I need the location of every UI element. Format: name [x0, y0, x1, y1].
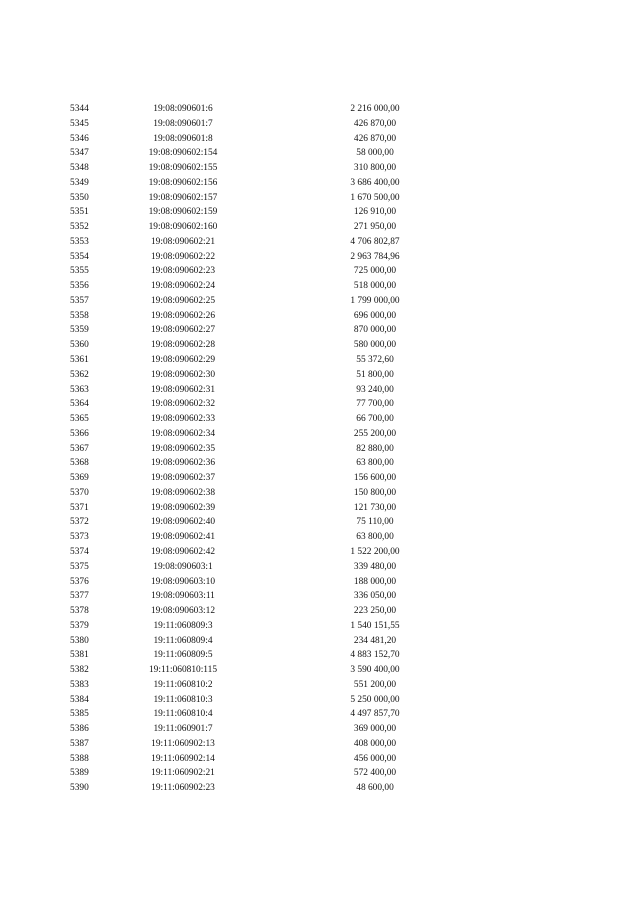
table-row [0, 412, 640, 427]
amount-value: 121 730,00 [353, 502, 397, 513]
row-number: 5360 [70, 340, 89, 351]
table-row [0, 397, 640, 412]
table-row [0, 176, 640, 191]
table-row [0, 264, 640, 279]
table-row [0, 545, 640, 560]
cadastral-number: 19:08:090601:6 [153, 104, 213, 114]
amount-value: 58 000,00 [356, 148, 394, 159]
table-row [0, 619, 640, 634]
amount-value: 48 600,00 [356, 783, 394, 794]
cadastral-number: 19:11:060902:23 [151, 783, 215, 794]
row-number: 5350 [70, 192, 89, 203]
amount-value: 339 480,00 [353, 561, 397, 572]
cadastral-number: 19:11:060810:115 [148, 665, 218, 676]
cadastral-number: 19:08:090602:159 [148, 207, 218, 218]
row-number: 5367 [70, 443, 89, 454]
amount-value: 51 800,00 [356, 369, 394, 380]
document-table [0, 102, 640, 796]
table-row [0, 663, 640, 678]
table-row [0, 752, 640, 767]
amount-value: 696 000,00 [353, 310, 397, 321]
row-number: 5388 [70, 753, 89, 764]
table-row [0, 707, 640, 722]
table-row [0, 235, 640, 250]
amount-value: 336 050,00 [353, 591, 397, 602]
table-row [0, 117, 640, 132]
amount-value: 426 870,00 [353, 133, 397, 144]
row-number: 5389 [70, 768, 89, 779]
table-row [0, 737, 640, 752]
amount-value: 63 800,00 [356, 532, 394, 543]
amount-value: 1 670 500,00 [350, 192, 400, 203]
amount-value: 1 799 000,00 [350, 295, 400, 306]
cadastral-number: 19:11:060810:2 [153, 679, 213, 690]
row-number: 5366 [70, 428, 89, 439]
table-row [0, 560, 640, 575]
row-number: 5352 [70, 222, 89, 233]
row-number: 5380 [70, 635, 89, 646]
amount-value: 408 000,00 [353, 738, 397, 749]
row-number: 5353 [70, 236, 89, 247]
amount-value: 2 963 784,96 [350, 251, 400, 262]
row-number: 5382 [70, 665, 89, 676]
amount-value: 156 600,00 [353, 473, 397, 484]
cadastral-number: 19:08:090602:33 [150, 414, 216, 425]
amount-value: 369 000,00 [353, 724, 397, 735]
cadastral-number: 19:08:090602:157 [148, 192, 218, 203]
table-row [0, 634, 640, 649]
amount-value: 551 200,00 [353, 679, 397, 690]
table-row [0, 530, 640, 545]
table-row [0, 368, 640, 383]
cadastral-number: 19:08:090602:22 [150, 251, 216, 262]
table-row [0, 220, 640, 235]
amount-value: 870 000,00 [353, 325, 397, 336]
row-number: 5375 [70, 561, 89, 572]
cadastral-number: 19:08:090602:28 [150, 340, 216, 351]
table-row [0, 486, 640, 501]
cadastral-number: 19:08:090602:31 [150, 384, 216, 395]
amount-value: 3 686 400,00 [350, 177, 400, 188]
amount-value: 5 250 000,00 [350, 694, 400, 705]
amount-value: 66 700,00 [356, 414, 394, 425]
table-row [0, 604, 640, 619]
cadastral-number: 19:08:090602:42 [150, 546, 216, 557]
table-row [0, 279, 640, 294]
table-row [0, 575, 640, 590]
table-row [0, 515, 640, 530]
row-number: 5349 [70, 177, 89, 188]
row-number: 5374 [70, 546, 89, 557]
cadastral-number: 19:08:090602:38 [150, 487, 216, 498]
row-number: 5345 [70, 118, 89, 129]
row-number: 5372 [70, 517, 89, 528]
amount-value: 310 800,00 [353, 163, 397, 174]
table-row [0, 146, 640, 161]
cadastral-number: 19:08:090603:11 [151, 591, 215, 602]
row-number: 5356 [70, 281, 89, 292]
cadastral-number: 19:11:060810:4 [153, 709, 213, 720]
cadastral-number: 19:08:090602:37 [150, 473, 216, 484]
amount-value: 126 910,00 [353, 207, 397, 218]
table-row [0, 693, 640, 708]
cadastral-number: 19:08:090602:35 [150, 443, 216, 454]
cadastral-number: 19:11:060810:3 [153, 694, 213, 705]
cadastral-number: 19:08:090602:36 [150, 458, 216, 469]
cadastral-number: 19:08:090602:34 [150, 428, 216, 439]
table-row [0, 781, 640, 796]
amount-value: 63 800,00 [356, 458, 394, 469]
row-number: 5354 [70, 251, 89, 262]
table-row [0, 132, 640, 147]
row-number: 5346 [70, 133, 89, 144]
cadastral-number: 19:08:090603:12 [150, 606, 216, 617]
cadastral-number: 19:08:090602:154 [148, 148, 218, 159]
cadastral-number: 19:08:090602:26 [150, 310, 216, 321]
row-number: 5344 [70, 104, 89, 114]
amount-value: 1 522 200,00 [350, 546, 400, 557]
row-number: 5371 [70, 502, 89, 513]
row-number: 5387 [70, 738, 89, 749]
row-number: 5357 [70, 295, 89, 306]
row-number: 5359 [70, 325, 89, 336]
table-row [0, 309, 640, 324]
table-row [0, 250, 640, 265]
cadastral-number: 19:11:060902:21 [151, 768, 215, 779]
table-row [0, 383, 640, 398]
cadastral-number: 19:08:090602:29 [150, 355, 216, 366]
row-number: 5381 [70, 650, 89, 661]
amount-value: 77 700,00 [356, 399, 394, 410]
amount-value: 255 200,00 [353, 428, 397, 439]
cadastral-number: 19:11:060809:3 [153, 620, 213, 631]
table-row [0, 427, 640, 442]
cadastral-number: 19:08:090602:160 [148, 222, 218, 233]
row-number: 5364 [70, 399, 89, 410]
cadastral-number: 19:08:090603:1 [153, 561, 213, 572]
table-row [0, 161, 640, 176]
row-number: 5377 [70, 591, 89, 602]
table-row [0, 722, 640, 737]
amount-value: 55 372,60 [356, 355, 394, 366]
table-row [0, 294, 640, 309]
row-number: 5351 [70, 207, 89, 218]
row-number: 5370 [70, 487, 89, 498]
amount-value: 82 880,00 [356, 443, 394, 454]
cadastral-number: 19:08:090603:10 [150, 576, 216, 587]
table-row [0, 102, 640, 117]
amount-value: 426 870,00 [353, 118, 397, 129]
row-number: 5363 [70, 384, 89, 395]
row-number: 5362 [70, 369, 89, 380]
amount-value: 188 000,00 [353, 576, 397, 587]
table-row [0, 456, 640, 471]
table-row [0, 338, 640, 353]
table-row [0, 678, 640, 693]
cadastral-number: 19:11:060901:7 [153, 724, 213, 735]
row-number: 5355 [70, 266, 89, 277]
cadastral-number: 19:11:060809:4 [153, 635, 213, 646]
amount-value: 3 590 400,00 [350, 665, 400, 676]
row-number: 5385 [70, 709, 89, 720]
amount-value: 725 000,00 [353, 266, 397, 277]
amount-value: 150 800,00 [353, 487, 397, 498]
cadastral-number: 19:08:090602:41 [150, 532, 216, 543]
amount-value: 234 481,20 [353, 635, 397, 646]
table-row [0, 442, 640, 457]
amount-value: 223 250,00 [353, 606, 397, 617]
amount-value: 456 000,00 [353, 753, 397, 764]
table-row [0, 191, 640, 206]
amount-value: 2 216 000,00 [350, 104, 400, 114]
amount-value: 4 883 152,70 [350, 650, 400, 661]
amount-value: 4 706 802,87 [350, 236, 400, 247]
amount-value: 572 400,00 [353, 768, 397, 779]
amount-value: 93 240,00 [356, 384, 394, 395]
row-number: 5378 [70, 606, 89, 617]
table-row [0, 353, 640, 368]
row-number: 5373 [70, 532, 89, 543]
row-number: 5365 [70, 414, 89, 425]
amount-value: 271 950,00 [353, 222, 397, 233]
row-number: 5379 [70, 620, 89, 631]
table-row [0, 766, 640, 781]
cadastral-number: 19:08:090602:156 [148, 177, 218, 188]
cadastral-number: 19:08:090602:40 [150, 517, 216, 528]
table-row [0, 323, 640, 338]
cadastral-number: 19:08:090602:39 [150, 502, 216, 513]
cadastral-number: 19:08:090602:24 [150, 281, 216, 292]
cadastral-number: 19:08:090601:8 [153, 133, 213, 144]
cadastral-number: 19:08:090602:23 [150, 266, 216, 277]
amount-value: 580 000,00 [353, 340, 397, 351]
table-row [0, 589, 640, 604]
table-row [0, 501, 640, 516]
cadastral-number: 19:08:090602:25 [150, 295, 216, 306]
cadastral-number: 19:08:090601:7 [153, 118, 213, 129]
cadastral-number: 19:08:090602:155 [148, 163, 218, 174]
row-number: 5383 [70, 679, 89, 690]
cadastral-number: 19:08:090602:21 [150, 236, 216, 247]
row-number: 5361 [70, 355, 89, 366]
table-row [0, 471, 640, 486]
row-number: 5369 [70, 473, 89, 484]
cadastral-number: 19:08:090602:30 [150, 369, 216, 380]
cadastral-number: 19:11:060902:14 [151, 753, 215, 764]
row-number: 5348 [70, 163, 89, 174]
amount-value: 4 497 857,70 [350, 709, 400, 720]
row-number: 5358 [70, 310, 89, 321]
cadastral-number: 19:11:060809:5 [153, 650, 213, 661]
table-row [0, 648, 640, 663]
row-number: 5384 [70, 694, 89, 705]
amount-value: 518 000,00 [353, 281, 397, 292]
amount-value: 75 110,00 [356, 517, 394, 528]
row-number: 5347 [70, 148, 89, 159]
cadastral-number: 19:08:090602:27 [150, 325, 216, 336]
row-number: 5368 [70, 458, 89, 469]
row-number: 5390 [70, 783, 89, 794]
row-number: 5386 [70, 724, 89, 735]
cadastral-number: 19:11:060902:13 [151, 738, 215, 749]
row-number: 5376 [70, 576, 89, 587]
table-row [0, 205, 640, 220]
amount-value: 1 540 151,55 [350, 620, 400, 631]
cadastral-number: 19:08:090602:32 [150, 399, 216, 410]
